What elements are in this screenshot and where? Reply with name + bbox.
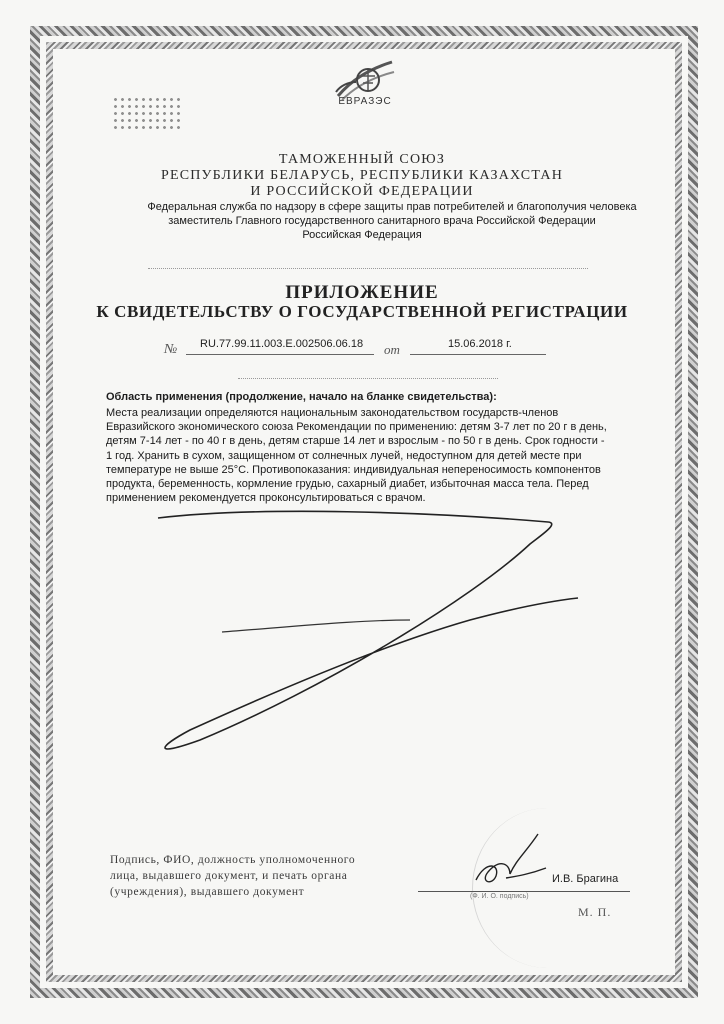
scope-text: Места реализации определяются национальным законодательством государств-членов Евразийского экономического союза Рекомендации по применению: детям 3-7 лет по 20 г в день, детям 7-14 лет - по 40 г в день, детям старше 14 лет и взрослым - по 50 г в день. Срок годности - 1 год. Хранить в сухом, защищенном от солнечных лучей, недоступном для детей месте при температуре не выше 25°С. Противопоказания: индивидуальная непереносимость компонентов продукта, беременность, кормление грудью, сахарный диабет, избыточная масса тела. Перед применением рекомендуется проконсультироваться с врачом.	[106, 407, 607, 505]
registration-date: 15.06.2018 г.	[448, 338, 512, 350]
official-title: заместитель Главного государственного санитарного врача Российской Федерации	[168, 215, 596, 227]
agency-name: Федеральная служба по надзору в сфере защиты прав потребителей и благополучия человека	[147, 201, 637, 213]
country-name: Российская Федерация	[302, 229, 422, 241]
handwritten-signature	[466, 820, 556, 900]
document-subtitle: К СВИДЕТЕЛЬСТВУ О ГОСУДАРСТВЕННОЙ РЕГИСТРАЦИИ	[96, 302, 628, 321]
registration-number: RU.77.99.11.003.E.002506.06.18	[200, 338, 364, 350]
stamp-place-label: М. П.	[578, 905, 612, 919]
date-label: от	[384, 342, 400, 357]
signature-line	[418, 891, 630, 892]
signer-name: И.В. Брагина	[552, 873, 619, 885]
logo-label: ЕВРАЗЭС	[338, 96, 392, 107]
number-label: №	[164, 342, 178, 357]
document-title: ПРИЛОЖЕНИЕ	[285, 282, 439, 303]
union-line-3: И РОССИЙСКОЙ ФЕДЕРАЦИИ	[250, 184, 474, 199]
scope-heading: Область применения (продолжение, начало на бланке свидетельства):	[106, 391, 497, 403]
union-line-2: РЕСПУБЛИКИ БЕЛАРУСЬ, РЕСПУБЛИКИ КАЗАХСТАН	[160, 168, 564, 183]
union-line-1: ТАМОЖЕННЫЙ СОЮЗ	[278, 152, 446, 167]
signature-hint: (Ф. И. О. подпись)	[470, 893, 529, 900]
signature-caption: Подпись, ФИО, должность уполномоченного лица, выдавшего документ, и печать органа (учреждения), выдавшего документ	[110, 854, 356, 898]
